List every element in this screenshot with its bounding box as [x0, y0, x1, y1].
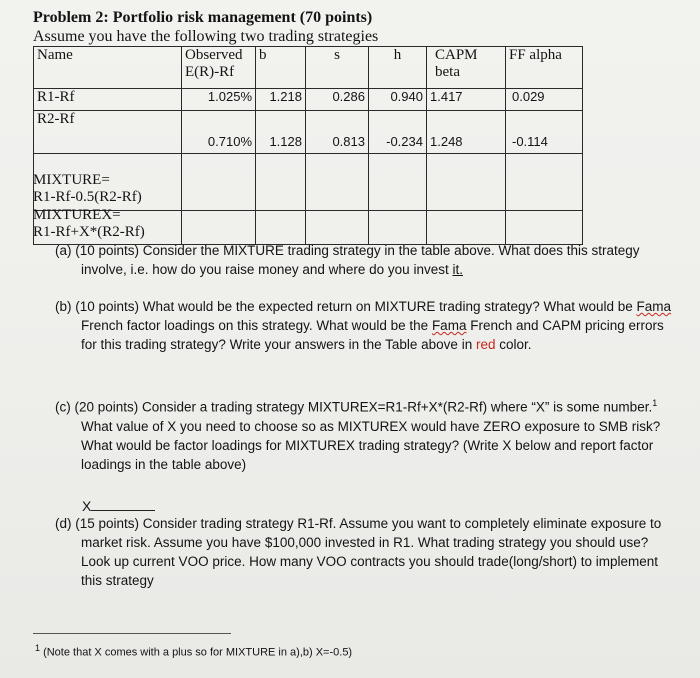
- row2-b: 1.128: [256, 111, 306, 154]
- footnote: [35, 643, 352, 659]
- mixture-label: [33, 172, 142, 206]
- mixturex-b-cell[interactable]: [256, 211, 306, 245]
- header-ff-alpha: FF alpha: [506, 47, 583, 89]
- x-blank[interactable]: [91, 498, 155, 511]
- row1-capm-beta: 1.417: [427, 89, 506, 111]
- row2-observed: 0.710%: [182, 111, 256, 154]
- row1-s: 0.286: [306, 89, 369, 111]
- header-capm-line2: beta: [435, 64, 460, 80]
- header-s: s: [306, 47, 369, 89]
- problem-intro: Assume you have the following two trading strategies: [33, 28, 379, 45]
- footnote-marker: 1: [35, 643, 41, 653]
- question-b-fama1: Fama: [636, 299, 672, 314]
- header-capm: [427, 47, 506, 89]
- mixturex-line2: R1-Rf+X*(R2-Rf): [33, 224, 145, 240]
- question-a-it: it.: [452, 262, 463, 277]
- question-c-footnote-ref: 1: [652, 398, 658, 408]
- mixturex-capm-cell[interactable]: [427, 211, 506, 245]
- question-b-part1: (b) (10 points) What would be the expected return on MIXTURE trading strategy? What would be: [55, 299, 637, 314]
- mixturex-h-cell[interactable]: [369, 211, 427, 245]
- question-a-text: (a) (10 points) Consider the MIXTURE trading strategy in the table above. What does this strategy involve, i.e. how do you raise money and where do you invest: [55, 243, 640, 277]
- mixturex-observed-cell[interactable]: [182, 211, 256, 245]
- question-a: [55, 241, 675, 279]
- mixturex-line1: MIXTUREX=: [33, 207, 121, 223]
- mixture-capm-cell[interactable]: [427, 154, 506, 211]
- row2-ff-alpha: -0.114: [506, 111, 583, 154]
- question-d: [55, 514, 675, 590]
- header-b: b: [256, 47, 306, 89]
- mixture-line2: R1-Rf-0.5(R2-Rf): [33, 189, 142, 205]
- x-answer-line[interactable]: [82, 498, 155, 514]
- row2-name: R2-Rf: [34, 111, 182, 154]
- header-name: Name: [34, 47, 182, 89]
- header-capm-line1: CAPM: [435, 47, 478, 63]
- question-d-text: (d) (15 points) Consider trading strategy R1-Rf. Assume you want to completely eliminate exposure to market risk. Assume you have $100,000 invested in R1. What trading strategy you should use? Look up current VOO price. How many VOO contracts you should trade(long/short) to implement this strategy: [55, 516, 662, 588]
- question-b: [55, 297, 675, 354]
- header-observed: [182, 47, 256, 89]
- question-c: [55, 394, 675, 474]
- footnote-text: (Note that X comes with a plus so for MIXTURE in a),b) X=-0.5): [40, 646, 353, 659]
- footnote-rule: [33, 633, 231, 634]
- row1-observed: 1.025%: [182, 89, 256, 111]
- mixture-s-cell[interactable]: [306, 154, 369, 211]
- mixturex-ff-cell[interactable]: [506, 211, 583, 245]
- header-h: h: [369, 47, 427, 89]
- row1-ff-alpha: 0.029: [506, 89, 583, 111]
- mixturex-s-cell[interactable]: [306, 211, 369, 245]
- question-b-fama2: Fama: [431, 318, 467, 333]
- question-c-part1: (c) (20 points) Consider a trading strategy MIXTUREX=R1-Rf+X*(R2-Rf) where “X” is some number.: [55, 399, 653, 415]
- table-row: [34, 89, 583, 111]
- row2-capm-beta: 1.248: [427, 111, 506, 154]
- mixture-ff-cell[interactable]: [506, 154, 583, 211]
- question-c-part2: What value of X you need to choose so as MIXTUREX would have ZERO exposure to SMB risk? What would be factor loadings for MIXTUREX trading strategy? (Write X below and report factor loadings in the table above): [81, 418, 661, 472]
- mixture-observed-cell[interactable]: [182, 154, 256, 211]
- row1-name: R1-Rf: [34, 89, 182, 111]
- mixture-h-cell[interactable]: [369, 154, 427, 211]
- table-row: [34, 111, 583, 154]
- question-b-part4: color.: [495, 337, 532, 352]
- problem-title: Problem 2: Portfolio risk management (70 points): [33, 9, 373, 26]
- row1-h: 0.940: [369, 89, 427, 111]
- row1-b: 1.218: [256, 89, 306, 111]
- header-observed-line2: E(R)-Rf: [185, 64, 235, 80]
- question-b-part3: French and CAPM pricing errors for this trading strategy? Write your answers in the Table above in: [81, 318, 664, 352]
- header-observed-line1: Observed: [185, 47, 243, 63]
- mixturex-label: [33, 207, 145, 241]
- row2-h: -0.234: [369, 111, 427, 154]
- question-b-red-word: red: [475, 337, 496, 352]
- mixture-b-cell[interactable]: [256, 154, 306, 211]
- question-b-part2: French factor loadings on this strategy. What would be the: [81, 318, 432, 333]
- header-row: [34, 47, 583, 89]
- row2-s: 0.813: [306, 111, 369, 154]
- mixture-line1: MIXTURE=: [33, 172, 110, 188]
- x-label: X: [82, 498, 92, 514]
